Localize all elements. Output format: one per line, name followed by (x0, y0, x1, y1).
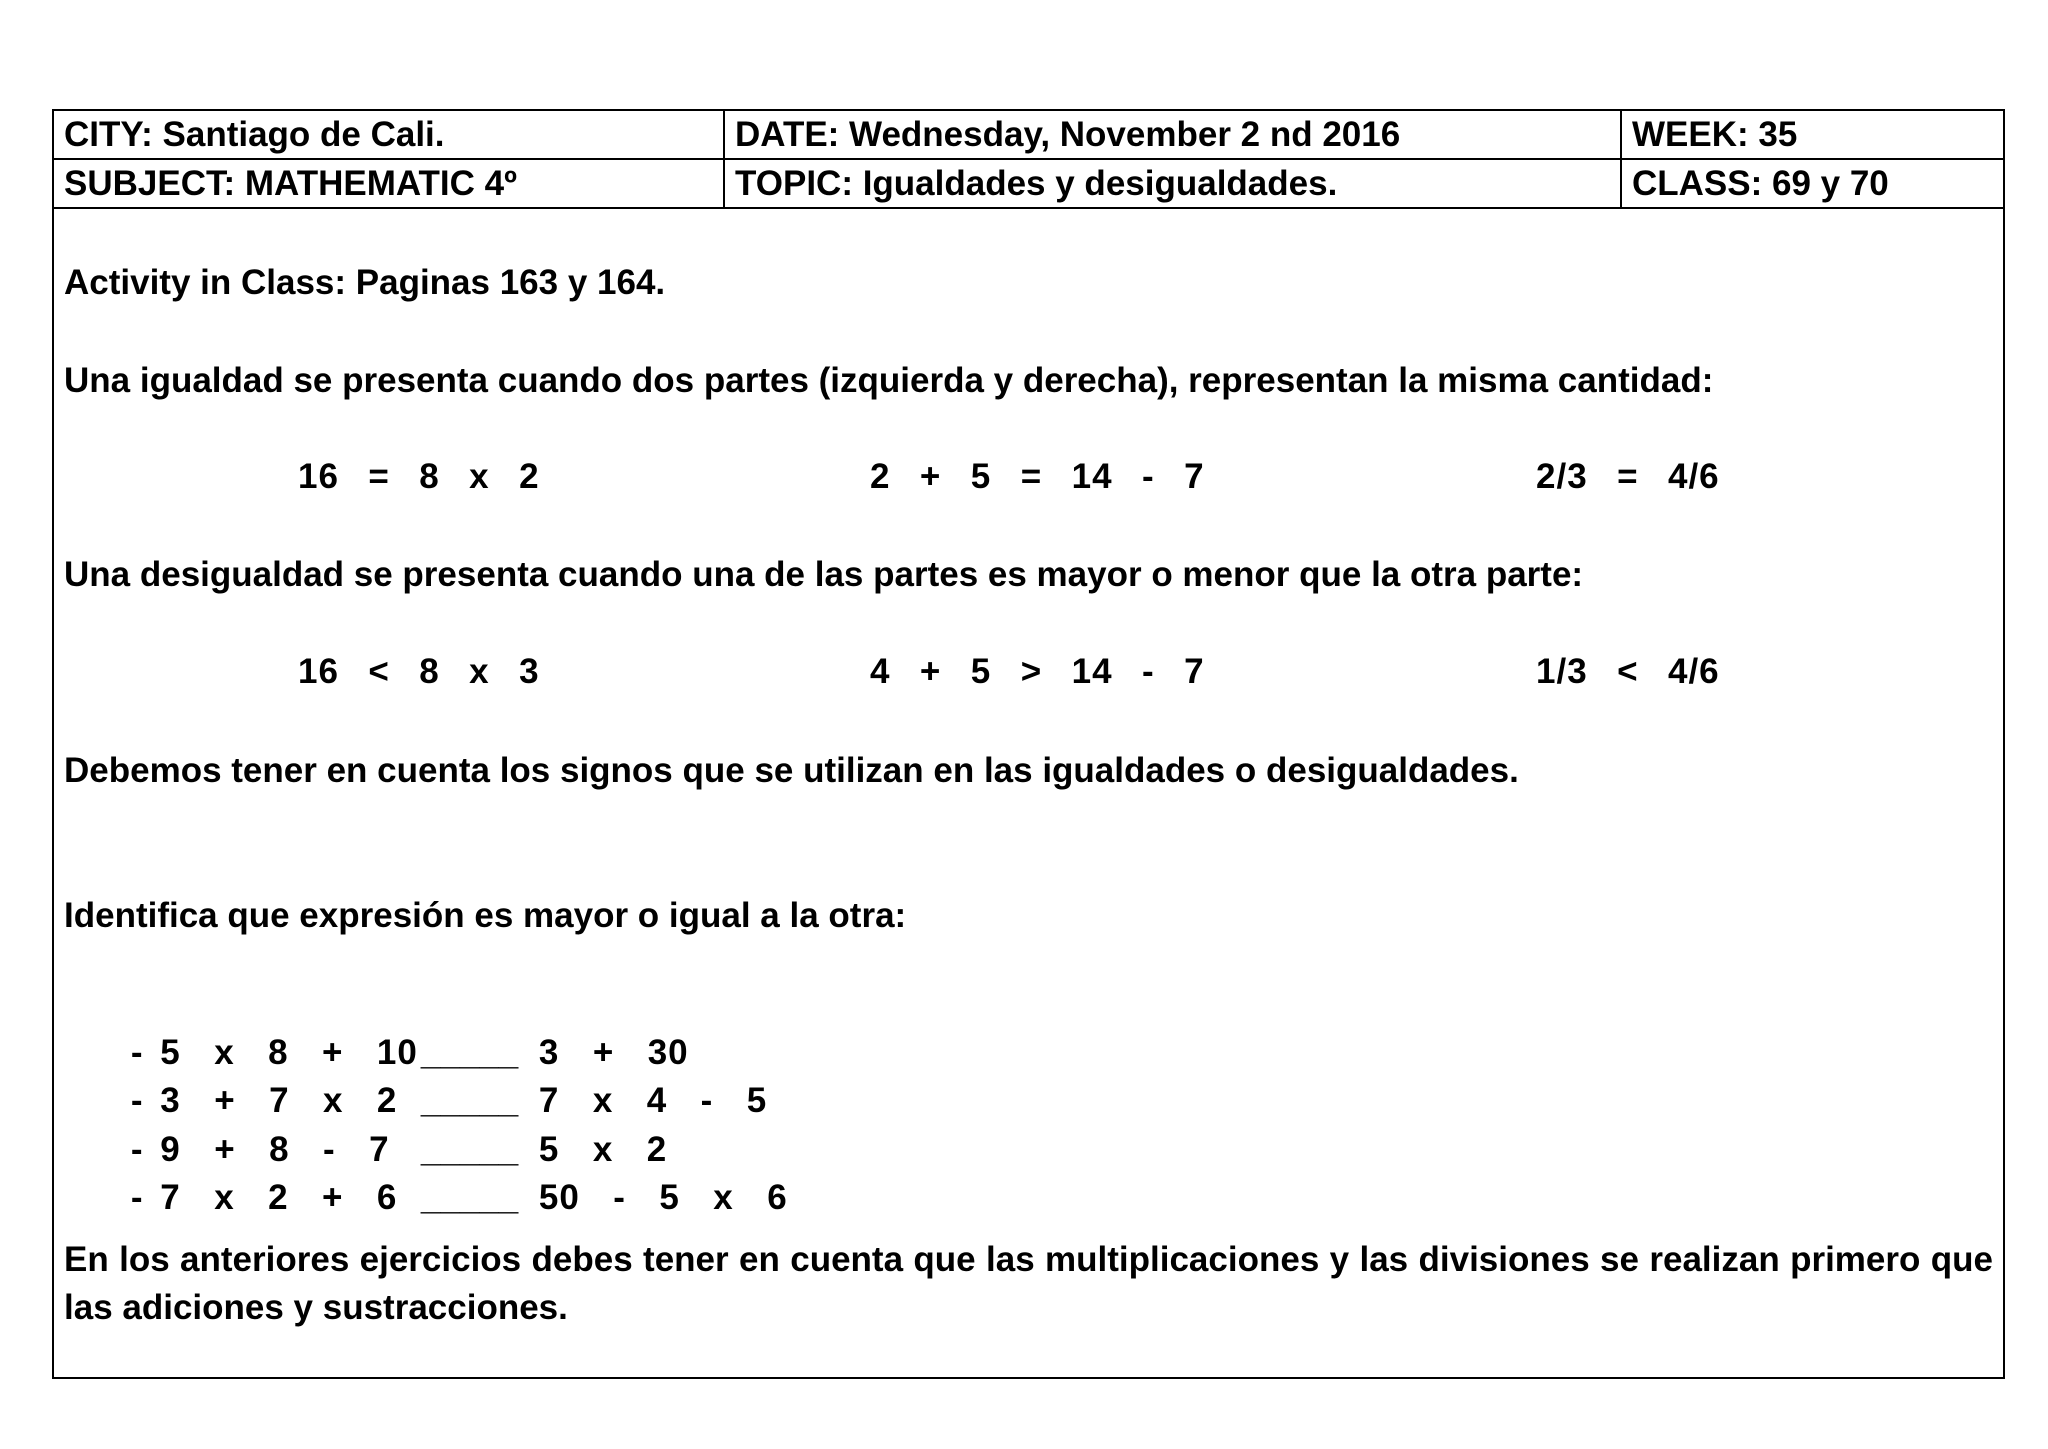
exercise-left: - 7 x 2 + 6 (130, 1178, 398, 1217)
topic-cell: TOPIC: Igualdades y desigualdades. (723, 160, 1620, 207)
exercise-left: - 9 + 8 - 7 (130, 1130, 390, 1169)
header-row-1 (54, 111, 2003, 160)
exercise-right: 5 x 2 (538, 1130, 668, 1169)
exercise-left: - 3 + 7 x 2 (130, 1081, 398, 1120)
worksheet-frame (52, 109, 2005, 1379)
answer-blank: _____ (420, 1081, 519, 1120)
week-cell: WEEK: 35 (1620, 111, 2005, 158)
activity-line: Activity in Class: Paginas 163 y 164. (64, 263, 666, 302)
exercise-right: 3 + 30 (538, 1033, 689, 1072)
answer-blank: _____ (420, 1178, 519, 1217)
desigualdad-example-1: 16 < 8 x 3 (298, 652, 540, 691)
igualdad-example-1: 16 = 8 x 2 (298, 457, 540, 496)
exercise-left: - 5 x 8 + 10 (130, 1033, 418, 1072)
date-cell: DATE: Wednesday, November 2 nd 2016 (723, 111, 1620, 158)
answer-blank: _____ (420, 1130, 519, 1169)
desigualdad-definition: Una desigualdad se presenta cuando una de las partes es mayor o menor que la otra parte: (64, 555, 1584, 594)
exercise-right: 50 - 5 x 6 (538, 1178, 788, 1217)
igualdad-example-2: 2 + 5 = 14 - 7 (870, 457, 1205, 496)
subject-cell: SUBJECT: MATHEMATIC 4º (64, 164, 517, 203)
answer-blank: _____ (420, 1033, 519, 1072)
exercise-right: 7 x 4 - 5 (538, 1081, 768, 1120)
class-cell: CLASS: 69 y 70 (1620, 160, 2005, 207)
desigualdad-example-2: 4 + 5 > 14 - 7 (870, 652, 1205, 691)
igualdad-example-3: 2/3 = 4/6 (1536, 457, 1720, 496)
identifica-instruction: Identifica que expresión es mayor o igual a la otra: (64, 896, 907, 935)
desigualdad-example-3: 1/3 < 4/6 (1536, 652, 1720, 691)
header-row-2 (54, 160, 2003, 209)
igualdad-definition: Una igualdad se presenta cuando dos partes (izquierda y derecha), representan la misma cantidad: (64, 361, 1714, 400)
closing-note: En los anteriores ejercicios debes tener en cuenta que las multiplicaciones y las divisiones se realizan primero que las adiciones y sustracciones. (64, 1240, 1993, 1327)
city-cell: CITY: Santiago de Cali. (64, 115, 445, 154)
signos-note: Debemos tener en cuenta los signos que se utilizan en las igualdades o desigualdades. (64, 751, 1519, 790)
